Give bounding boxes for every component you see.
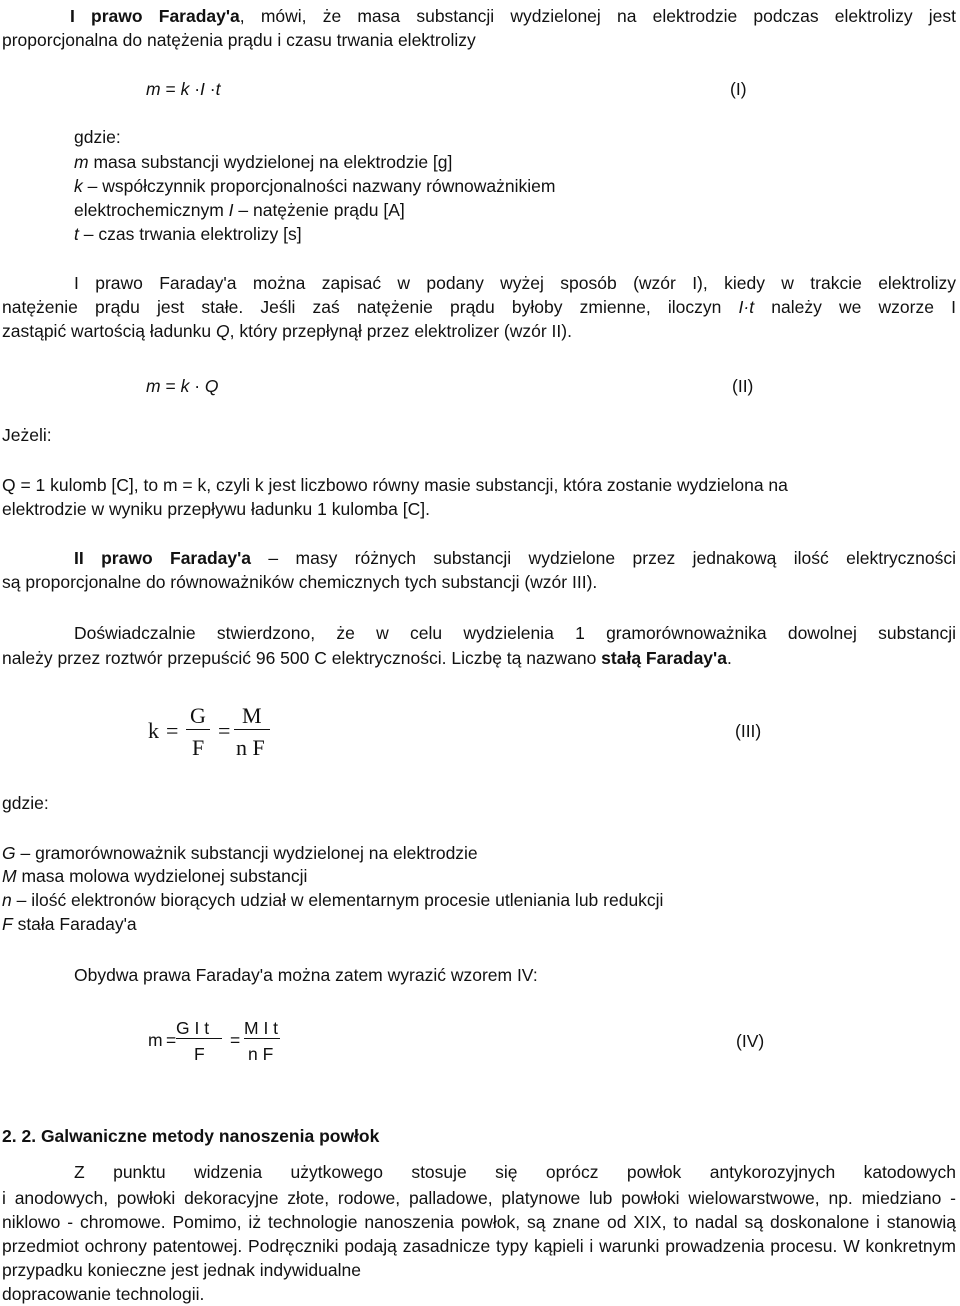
- formula-4-m: m: [148, 1030, 163, 1050]
- formula-4-eq1: =: [166, 1030, 177, 1050]
- formula-4-num2: M I t: [244, 1018, 279, 1038]
- where2-G: G – gramorównoważnik substancji wydzielonej na elektrodzie: [2, 843, 478, 863]
- formula-4-eq2: =: [230, 1030, 241, 1050]
- law1-title: I prawo Faraday'a: [70, 6, 240, 26]
- formula-3-num2: M: [242, 703, 262, 728]
- para2-line2: elektrodzie w wyniku przepływu ładunku 1 kulomba [C].: [2, 499, 430, 519]
- para3-line2: należy przez roztwór przepuścić 96 500 C elektryczności. Liczbę tą nazwano stałą Faraday'a.: [2, 648, 732, 668]
- formula-4-bar1: [176, 1038, 222, 1039]
- para1-line1: I prawo Faraday'a można zapisać w podany wyżej sposób (wzór I), kiedy w trakcie elektrolizy: [74, 273, 956, 293]
- law1-text: , mówi, że masa substancji wydzielonej na elektrodzie podczas elektrolizy jest: [239, 6, 956, 26]
- where1-m: m masa substancji wydzielonej na elektrodzie [g]: [74, 152, 453, 172]
- law1-line2: proporcjonalna do natężenia prądu i czasu trwania elektrolizy: [2, 30, 476, 50]
- formula-1-eq: =: [165, 79, 176, 99]
- formula-1-dot: ·: [194, 79, 201, 99]
- formula-2-label: (II): [732, 376, 754, 396]
- formula-1-label: (I): [730, 79, 747, 99]
- where2-heading: gdzie:: [2, 793, 49, 813]
- para4-last-line: dopracowanie technologii.: [2, 1284, 205, 1304]
- formula-3-num1: G: [190, 703, 206, 728]
- para4-line1: Z punktu widzenia użytkowego stosuje się oprócz powłok antykorozyjnych katodowych: [74, 1162, 956, 1182]
- jezeli-label: Jeżeli:: [2, 425, 52, 445]
- formula-1: [146, 79, 220, 100]
- formula-4-num1: G I t: [176, 1018, 210, 1038]
- where1-k: k – współczynnik proporcjonalności nazwany równoważnikiem: [74, 176, 556, 196]
- formula-3-k: k: [148, 718, 159, 743]
- law2-line1: II prawo Faraday'a – masy różnych substancji wydzielone przez jednakową ilość elektryczności: [74, 548, 957, 568]
- formula-4-label: (IV): [736, 1031, 765, 1051]
- formula-3-eq1: =: [166, 718, 179, 743]
- formula-4-den1: F: [194, 1044, 205, 1064]
- para2-line1: Q = 1 kulomb [C], to m = k, czyli k jest liczbowo równy masie substancji, która zostanie wydzielona na: [2, 475, 788, 495]
- formula-3: [148, 705, 288, 765]
- para1-line3: zastąpić wartością ładunku Q, który przepłynął przez elektrolizer (wzór II).: [2, 321, 572, 341]
- formula-3-bar2: [234, 729, 270, 730]
- where2-F: F stała Faraday'a: [2, 914, 137, 934]
- formula-3-label: (III): [735, 721, 762, 741]
- para1-line2: natężenie prądu jest stałe. Jeśli zaś natężenie prądu byłoby zmienne, iloczyn I·t należy we wzorze I: [2, 297, 956, 317]
- formula-4-bar2: [244, 1038, 280, 1039]
- formula-2: m = k · Q: [146, 376, 219, 396]
- formula-3-bar1: [186, 729, 210, 730]
- formula-4: [148, 1018, 288, 1070]
- where2-n: n – ilość elektronów biorących udział w elementarnym procesie utleniania lub redukcji: [2, 890, 664, 910]
- para3-line1: Doświadczalnie stwierdzono, że w celu wydzielenia 1 gramorównoważnika dowolnej substancji: [74, 623, 956, 643]
- intro-formula-4: Obydwa prawa Faraday'a można zatem wyrazić wzorem IV:: [74, 965, 538, 985]
- para4-body: [2, 1186, 956, 1306]
- formula-1-k: k: [180, 79, 190, 99]
- formula-1-I: I: [200, 79, 205, 99]
- formula-1-dot2: ·: [209, 79, 216, 99]
- formula-3-den2: n F: [236, 735, 265, 760]
- section-heading: 2. 2. Galwaniczne metody nanoszenia powłok: [2, 1126, 380, 1146]
- where2-M: M masa molowa wydzielonej substancji: [2, 866, 308, 886]
- law2-title: II prawo Faraday'a: [74, 548, 252, 568]
- law2-line2: są proporcjonalne do równoważników chemicznych tych substancji (wzór III).: [2, 572, 598, 592]
- formula-1-t: t: [215, 79, 221, 99]
- formula-1-m: m: [146, 79, 161, 99]
- formula-4-den2: n F: [248, 1044, 274, 1064]
- law1-line1: [70, 6, 956, 27]
- where1-I: elektrochemicznym I – natężenie prądu [A]: [74, 200, 405, 220]
- where1-t: t – czas trwania elektrolizy [s]: [74, 224, 302, 244]
- formula-3-eq2: =: [218, 718, 231, 743]
- formula-3-den1: F: [192, 735, 205, 760]
- para4-body-text: i anodowych, powłoki dekoracyjne złote, rodowe, palladowe, platynowe lub powłoki wielowarstwowe, np. miedziano - niklowo - chromowe. Pomimo, iż technologie nanoszenia powłok, są znane od XIX, to nadal są doskonalone i stanowią przedmiot ochrony patentowej. Podręczniki podają zasadnicze typy kąpieli i warunki prowadzenia procesu. W konkretnym przypadku konieczne jest jednak indywidualne: [2, 1188, 956, 1280]
- where1-heading: gdzie:: [74, 127, 121, 147]
